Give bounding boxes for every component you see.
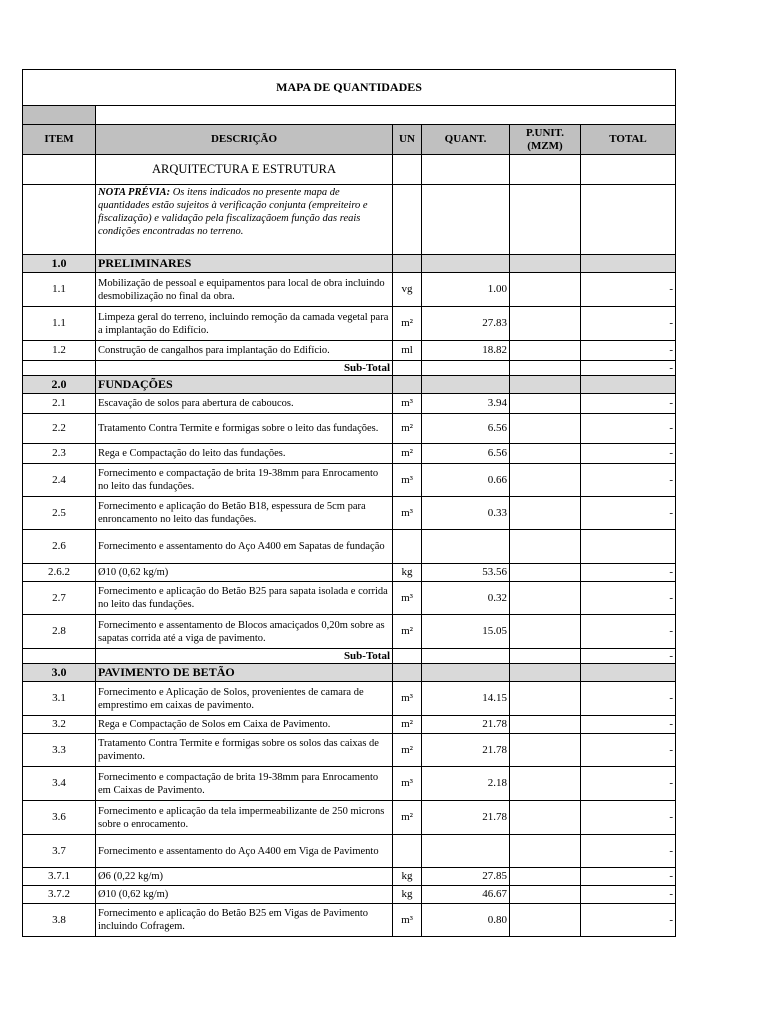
table-row (23, 767, 676, 801)
table-row (23, 564, 676, 582)
total: - (581, 394, 676, 414)
item-description: Fornecimento e compactação de brita 19-38mm para Enrocamento em Caixas de Pavimento. (96, 767, 393, 801)
table-row (23, 307, 676, 341)
unit: vg (393, 273, 422, 307)
item-description: Fornecimento e aplicação do Betão B25 em Vigas de Pavimento incluindo Cofragem. (96, 904, 393, 937)
unit-price (510, 682, 581, 716)
item-description: Fornecimento e assentamento do Aço A400 em Sapatas de fundação (96, 530, 393, 564)
item-description: Ø10 (0,62 kg/m) (96, 886, 393, 904)
item-number: 1.1 (23, 273, 96, 307)
table-row (23, 497, 676, 530)
item-description: Fornecimento e assentamento de Blocos amaciçados 0,20m sobre as sapatas corrida até a viga de pavimento. (96, 615, 393, 649)
item-number: 3.4 (23, 767, 96, 801)
table-row (23, 582, 676, 615)
quantity: 15.05 (422, 615, 510, 649)
section-item: 1.0 (23, 255, 96, 273)
quant-cell (422, 255, 510, 273)
unit: m² (393, 716, 422, 734)
quantity: 0.32 (422, 582, 510, 615)
item-number: 2.6.2 (23, 564, 96, 582)
table-row (23, 682, 676, 716)
table-row (23, 341, 676, 361)
table-row (23, 801, 676, 835)
quantity: 18.82 (422, 341, 510, 361)
header-punit: P.UNIT. (MZM) (510, 125, 581, 155)
item-number: 3.6 (23, 801, 96, 835)
total: - (581, 801, 676, 835)
item-number: 3.7 (23, 835, 96, 868)
table-row (23, 734, 676, 767)
item-cell (23, 649, 96, 664)
unit-price (510, 464, 581, 497)
section-name: PRELIMINARES (96, 255, 393, 273)
total: - (581, 307, 676, 341)
item-number: 2.1 (23, 394, 96, 414)
header-descricao: DESCRIÇÃO (96, 125, 393, 155)
section-item: 2.0 (23, 376, 96, 394)
item-description: Construção de cangalhos para implantação do Edifício. (96, 341, 393, 361)
unit-price (510, 341, 581, 361)
quantity: 21.78 (422, 734, 510, 767)
item-number: 1.1 (23, 307, 96, 341)
unit-price (510, 273, 581, 307)
quantity: 0.33 (422, 497, 510, 530)
total: - (581, 497, 676, 530)
item-cell (23, 361, 96, 376)
unit: m² (393, 307, 422, 341)
table-row (23, 530, 676, 564)
section-row (23, 255, 676, 273)
unit-price (510, 734, 581, 767)
total: - (581, 273, 676, 307)
total-cell (581, 664, 676, 682)
item-description: Limpeza geral do terreno, incluindo remoção da camada vegetal para a implantação do Edifício. (96, 307, 393, 341)
quantity: 27.83 (422, 307, 510, 341)
quantity: 21.78 (422, 716, 510, 734)
item-number: 3.1 (23, 682, 96, 716)
unit: kg (393, 868, 422, 886)
subtotal-label: Sub-Total (96, 361, 393, 376)
section-title: ARQUITECTURA E ESTRUTURA (96, 155, 393, 185)
unit-price (510, 801, 581, 835)
punit-cell (510, 649, 581, 664)
unit-price (510, 394, 581, 414)
item-number: 2.7 (23, 582, 96, 615)
quant-cell (422, 361, 510, 376)
subtotal-row (23, 649, 676, 664)
total: - (581, 464, 676, 497)
quant-cell (422, 664, 510, 682)
unit: kg (393, 564, 422, 582)
blank-cell (23, 155, 96, 185)
item-description: Rega e Compactação do leito das fundações. (96, 444, 393, 464)
item-description: Fornecimento e compactação de brita 19-38mm para Enrocamento no leito das fundações. (96, 464, 393, 497)
section-name: PAVIMENTO DE BETÃO (96, 664, 393, 682)
quantity: 14.15 (422, 682, 510, 716)
header-un: UN (393, 125, 422, 155)
table-row (23, 868, 676, 886)
table-row (23, 886, 676, 904)
item-description: Ø6 (0,22 kg/m) (96, 868, 393, 886)
item-description: Fornecimento e aplicação do Betão B25 para sapata isolada e corrida no leito das fundações. (96, 582, 393, 615)
unit: m² (393, 801, 422, 835)
unit: ml (393, 341, 422, 361)
unit-price (510, 307, 581, 341)
section-row (23, 376, 676, 394)
quantity: 6.56 (422, 444, 510, 464)
total: - (581, 414, 676, 444)
un-cell (393, 255, 422, 273)
item-number: 3.7.1 (23, 868, 96, 886)
total: - (581, 444, 676, 464)
unit: m³ (393, 767, 422, 801)
un-cell (393, 664, 422, 682)
quantity: 0.66 (422, 464, 510, 497)
unit: m³ (393, 904, 422, 937)
header-item: ITEM (23, 125, 96, 155)
unit: m³ (393, 394, 422, 414)
unit-price (510, 716, 581, 734)
unit: kg (393, 886, 422, 904)
unit-price (510, 530, 581, 564)
table-row (23, 716, 676, 734)
document-title: MAPA DE QUANTIDADES (23, 70, 676, 106)
total: - (581, 886, 676, 904)
total: - (581, 716, 676, 734)
total-cell (581, 376, 676, 394)
section-row (23, 664, 676, 682)
punit-cell (510, 376, 581, 394)
item-number: 1.2 (23, 341, 96, 361)
un-cell (393, 376, 422, 394)
total-cell (581, 255, 676, 273)
quant-cell (422, 649, 510, 664)
item-description: Tratamento Contra Termite e formigas sobre os solos das caixas de pavimento. (96, 734, 393, 767)
quantity (422, 835, 510, 868)
subtotal-value: - (581, 361, 676, 376)
blank-cell (96, 106, 676, 125)
quantity: 3.94 (422, 394, 510, 414)
header-total: TOTAL (581, 125, 676, 155)
unit: m² (393, 615, 422, 649)
item-description: Tratamento Contra Termite e formigas sobre o leito das fundações. (96, 414, 393, 444)
section-item: 3.0 (23, 664, 96, 682)
item-description: Fornecimento e aplicação do Betão B18, espessura de 5cm para enroncamento no leito das fundações. (96, 497, 393, 530)
quantity: 27.85 (422, 868, 510, 886)
item-description: Fornecimento e aplicação da tela impermeabilizante de 250 microns sobre o enrocamento. (96, 801, 393, 835)
table-row (23, 444, 676, 464)
quantities-table (22, 69, 676, 937)
item-description: Escavação de solos para abertura de caboucos. (96, 394, 393, 414)
item-number: 3.2 (23, 716, 96, 734)
subtotal-label: Sub-Total (96, 649, 393, 664)
unit-price (510, 414, 581, 444)
table-row (23, 615, 676, 649)
unit: m³ (393, 682, 422, 716)
total: - (581, 835, 676, 868)
item-number: 2.8 (23, 615, 96, 649)
table-row (23, 394, 676, 414)
unit (393, 835, 422, 868)
item-description: Ø10 (0,62 kg/m) (96, 564, 393, 582)
unit-price (510, 582, 581, 615)
total: - (581, 341, 676, 361)
item-number: 3.3 (23, 734, 96, 767)
unit: m² (393, 444, 422, 464)
unit: m² (393, 414, 422, 444)
item-description: Mobilização de pessoal e equipamentos para local de obra incluindo desmobilização no final da obra. (96, 273, 393, 307)
quantity: 21.78 (422, 801, 510, 835)
item-description: Rega e Compactação de Solos em Caixa de Pavimento. (96, 716, 393, 734)
total: - (581, 682, 676, 716)
item-number: 2.2 (23, 414, 96, 444)
quantities-sheet (22, 69, 675, 937)
item-number: 2.3 (23, 444, 96, 464)
item-description: Fornecimento e Aplicação de Solos, provenientes de camara de emprestimo em caixas de pavimento. (96, 682, 393, 716)
quantity: 2.18 (422, 767, 510, 801)
total: - (581, 615, 676, 649)
subtotal-value: - (581, 649, 676, 664)
note-text: Os itens indicados no presente mapa de quantidades estão sujeitos à verificação conjunta (empreiteiro e fiscalização) e validação pela fiscalizaçãoem função das reais condições encontradas no terreno. (98, 187, 368, 237)
unit-price (510, 904, 581, 937)
preliminary-note (96, 185, 393, 255)
item-number: 2.4 (23, 464, 96, 497)
unit-price (510, 615, 581, 649)
table-row (23, 904, 676, 937)
unit: m³ (393, 464, 422, 497)
total (581, 530, 676, 564)
total: - (581, 564, 676, 582)
unit-price (510, 886, 581, 904)
blank-cell (23, 106, 96, 125)
unit-price (510, 497, 581, 530)
un-cell (393, 361, 422, 376)
unit: m³ (393, 497, 422, 530)
item-number: 3.7.2 (23, 886, 96, 904)
quantity: 46.67 (422, 886, 510, 904)
table-row (23, 414, 676, 444)
quantity (422, 530, 510, 564)
quantity: 0.80 (422, 904, 510, 937)
unit: m² (393, 734, 422, 767)
item-number: 3.8 (23, 904, 96, 937)
total: - (581, 734, 676, 767)
unit-price (510, 564, 581, 582)
total: - (581, 767, 676, 801)
un-cell (393, 649, 422, 664)
subtotal-row (23, 361, 676, 376)
section-name: FUNDAÇÕES (96, 376, 393, 394)
item-description: Fornecimento e assentamento do Aço A400 em Viga de Pavimento (96, 835, 393, 868)
item-number: 2.5 (23, 497, 96, 530)
table-row (23, 835, 676, 868)
total: - (581, 868, 676, 886)
punit-cell (510, 664, 581, 682)
quantity: 6.56 (422, 414, 510, 444)
unit-price (510, 444, 581, 464)
unit-price (510, 868, 581, 886)
table-row (23, 273, 676, 307)
header-quant: QUANT. (422, 125, 510, 155)
note-label: NOTA PRÉVIA: (98, 187, 171, 198)
quant-cell (422, 376, 510, 394)
unit-price (510, 767, 581, 801)
unit: m³ (393, 582, 422, 615)
item-number: 2.6 (23, 530, 96, 564)
punit-cell (510, 255, 581, 273)
table-row (23, 464, 676, 497)
unit (393, 530, 422, 564)
total: - (581, 904, 676, 937)
quantity: 1.00 (422, 273, 510, 307)
unit-price (510, 835, 581, 868)
quantity: 53.56 (422, 564, 510, 582)
punit-cell (510, 361, 581, 376)
total: - (581, 582, 676, 615)
